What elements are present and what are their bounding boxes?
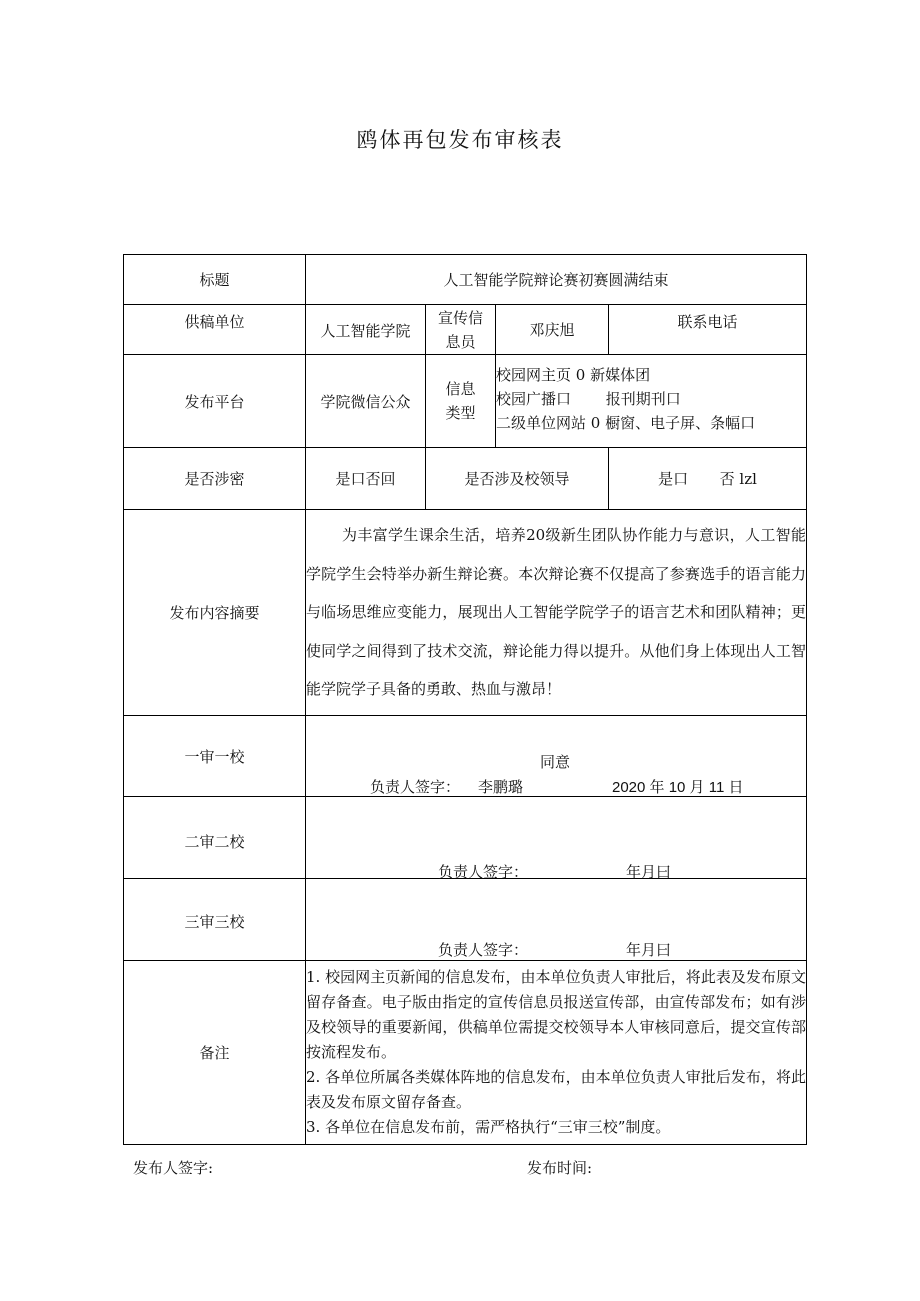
leader-yes: 是口 bbox=[658, 470, 689, 488]
review-1-opinion: 同意 bbox=[540, 753, 571, 771]
review-form-table bbox=[123, 254, 807, 1145]
info-type-label: 信息类型 bbox=[426, 355, 496, 448]
notes-label: 备注 bbox=[124, 961, 306, 1145]
review-1-signer-name: 李鹏璐 bbox=[478, 778, 524, 796]
notes-item: 2. 各单位所属各类媒体阵地的信息发布，由本单位负责人审批后发布，将此表及发布原文留存备查。 bbox=[306, 1068, 807, 1111]
unit-row bbox=[124, 305, 807, 355]
review-3-cell bbox=[306, 879, 807, 961]
title-label: 标题 bbox=[124, 255, 306, 305]
leader-label: 是否涉及校领导 bbox=[426, 448, 609, 510]
unit-value: 人工智能学院 bbox=[306, 305, 426, 355]
platform-row bbox=[124, 355, 807, 448]
info-type-line: 二级单位网站 0 橱窗、电子屏、条幅口 bbox=[496, 414, 756, 432]
notes-row bbox=[124, 961, 807, 1145]
publisher-signature-label: 发布人签字: bbox=[133, 1159, 214, 1177]
summary-label: 发布内容摘要 bbox=[124, 510, 306, 716]
notes-item: 1. 校园网主页新闻的信息发布，由本单位负责人审批后，将此表及发布原文留存备查。电子版由指定的宣传信息员报送宣传部，由宣传部发布；如有涉及校领导的重要新闻，供稿单位需提交校领导本人审核同意后，提交宣传部按流程发布。 bbox=[306, 968, 807, 1061]
info-officer-label: 宣传信息员 bbox=[426, 305, 496, 355]
leader-no: 否 lzl bbox=[719, 470, 757, 488]
notes-cell bbox=[306, 961, 807, 1145]
review-2-label: 二审二校 bbox=[124, 797, 306, 879]
phone-label bbox=[609, 305, 807, 355]
leader-options bbox=[609, 448, 807, 510]
title-value: 人工智能学院辩论赛初赛圆满结束 bbox=[306, 255, 807, 305]
summary-text: 为丰富学生课余生活，培养20级新生团队协作能力与意识，人工智能学院学生会特举办新生辩论赛。本次辩论赛不仅提高了参赛选手的语言能力与临场思维应变能力，展现出人工智能学院学子的语言艺术和团队精神；更使同学之间得到了技术交流，辩论能力得以提升。从他们身上体现出人工智能学院学子具备的勇敢、热血与激昂！ bbox=[306, 526, 807, 699]
publish-time-label: 发布时间: bbox=[527, 1159, 593, 1177]
review-2-date: 年月曰 bbox=[626, 863, 672, 881]
review-2-row bbox=[124, 797, 807, 879]
platform-value: 学院微信公众 bbox=[306, 355, 426, 448]
review-3-signer-label: 负责人签字： bbox=[438, 941, 529, 959]
review-2-signer-label: 负责人签字： bbox=[438, 863, 529, 881]
info-officer-value: 邓庆旭 bbox=[496, 305, 609, 355]
summary-cell bbox=[306, 510, 807, 716]
secret-label: 是否涉密 bbox=[124, 448, 306, 510]
info-type-options bbox=[496, 355, 807, 448]
platform-label: 发布平台 bbox=[124, 355, 306, 448]
info-type-line: 校园广播口 报刊期刊口 bbox=[496, 390, 681, 408]
summary-row bbox=[124, 510, 807, 716]
secret-row bbox=[124, 448, 807, 510]
title-row bbox=[124, 255, 807, 305]
phone-label-text: 联系电话 bbox=[677, 313, 738, 331]
review-3-row bbox=[124, 879, 807, 961]
review-1-label: 一审一校 bbox=[124, 716, 306, 797]
review-1-row bbox=[124, 716, 807, 797]
review-1-date: 2020 年 10 月 11 日 bbox=[612, 779, 744, 796]
review-1-signer-label: 负责人签字： bbox=[370, 778, 461, 796]
page-title: 鸥体再包发布审核表 bbox=[356, 128, 564, 152]
review-2-cell bbox=[306, 797, 807, 879]
unit-label: 供稿单位 bbox=[124, 305, 306, 355]
review-3-date: 年月曰 bbox=[626, 941, 672, 959]
info-type-line: 校园网主页 0 新媒体团 bbox=[496, 366, 651, 384]
notes-item: 3. 各单位在信息发布前，需严格执行“三审三校”制度。 bbox=[306, 1118, 671, 1136]
review-3-label: 三审三校 bbox=[124, 879, 306, 961]
review-1-cell bbox=[306, 716, 807, 797]
secret-value: 是口否回 bbox=[306, 448, 426, 510]
